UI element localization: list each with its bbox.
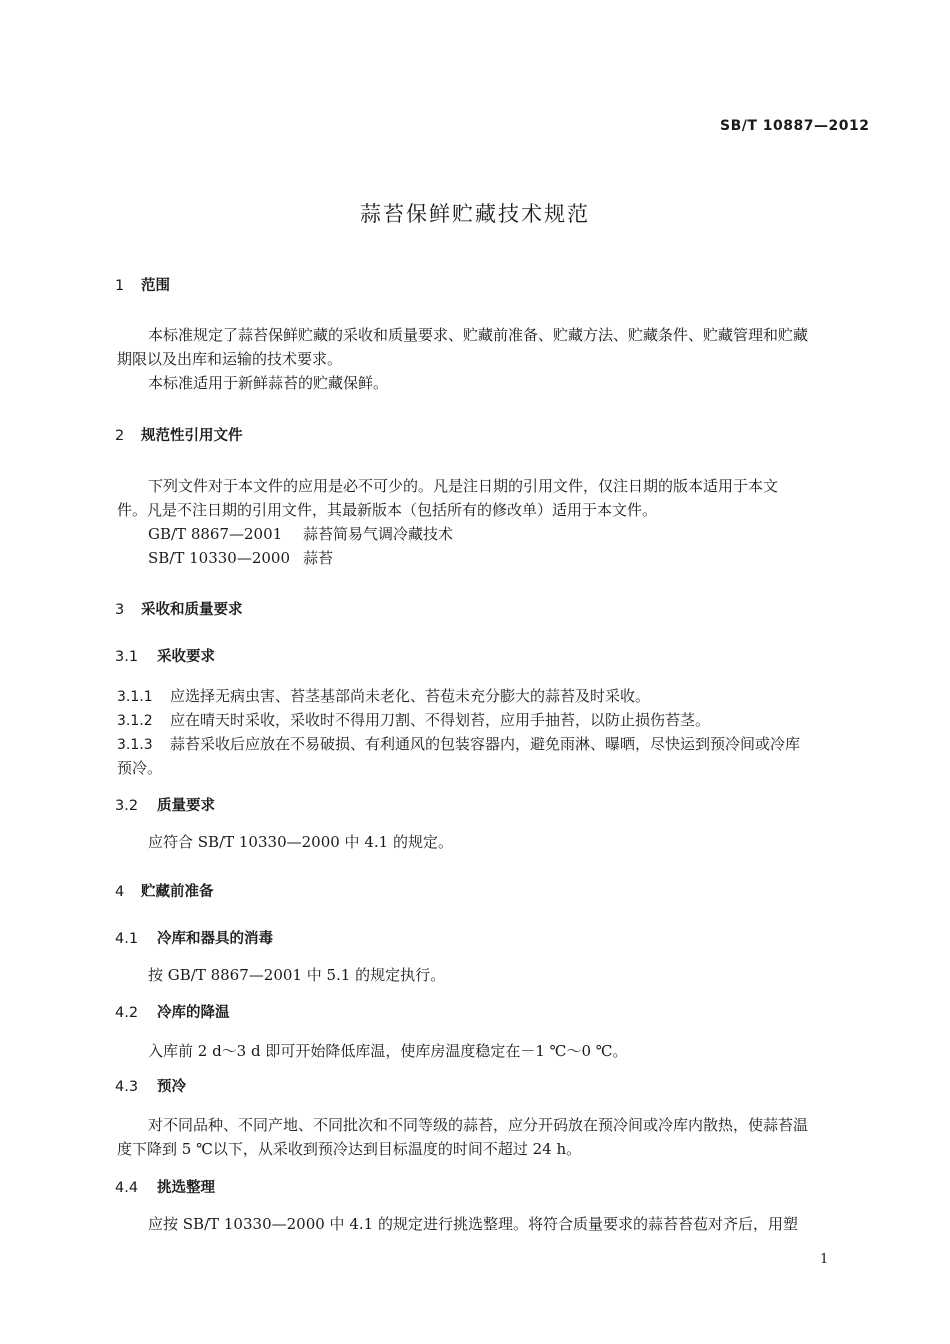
subsection-4-3-heading xyxy=(115,1075,186,1096)
subsection-title: 冷库的降温 xyxy=(157,1005,230,1021)
paragraph: 对不同品种、不同产地、不同批次和不同等级的蒜苔，应分开码放在预冷间或冷库内散热，使蒜苔温 xyxy=(148,1116,809,1134)
paragraph: 应按 SB/T 10330—2000 中 4.1 的规定进行挑选整理。将符合质量要求的蒜苔苔苞对齐后，用塑 xyxy=(148,1215,798,1233)
reference-code: SB/T 10330—2000 xyxy=(148,549,291,567)
clause-text: 应选择无病虫害、苔茎基部尚未老化、苔苞未充分膨大的蒜苔及时采收。 xyxy=(170,687,651,705)
subsection-number: 3.2 xyxy=(115,798,139,814)
section-title: 采收和质量要求 xyxy=(141,602,243,618)
reference-title: 蒜苔 xyxy=(303,549,334,567)
reference-code: GB/T 8867—2001 xyxy=(148,525,283,543)
reference-entry xyxy=(148,521,453,547)
clause-continuation: 预冷。 xyxy=(117,759,163,777)
subsection-title: 采收要求 xyxy=(157,649,215,665)
section-3-heading xyxy=(115,598,243,619)
section-title: 范围 xyxy=(141,278,170,294)
clause-3-1-3 xyxy=(117,731,857,758)
section-title: 贮藏前准备 xyxy=(141,884,214,900)
paragraph-continuation: 度下降到 5 ℃以下，从采收到预冷达到目标温度的时间不超过 24 h。 xyxy=(117,1140,582,1158)
section-number: 1 xyxy=(115,278,125,294)
subsection-3-2-heading xyxy=(115,794,215,815)
section-number: 2 xyxy=(115,428,125,444)
section-number: 4 xyxy=(115,884,125,900)
subsection-title: 预冷 xyxy=(157,1079,186,1095)
clause-3-1-1 xyxy=(117,683,857,710)
section-title: 规范性引用文件 xyxy=(141,428,243,444)
section-1-heading xyxy=(115,274,170,295)
subsection-3-1-heading xyxy=(115,645,215,666)
paragraph: 按 GB/T 8867—2001 中 5.1 的规定执行。 xyxy=(148,966,446,984)
subsection-title: 挑选整理 xyxy=(157,1180,215,1196)
subsection-4-4-heading xyxy=(115,1176,215,1197)
paragraph-continuation: 期限以及出库和运输的技术要求。 xyxy=(117,350,343,368)
subsection-number: 4.2 xyxy=(115,1005,139,1021)
paragraph: 入库前 2 d～3 d 即可开始降低库温，使库房温度稳定在－1 ℃～0 ℃。 xyxy=(148,1042,628,1060)
subsection-number: 4.3 xyxy=(115,1079,139,1095)
section-4-heading xyxy=(115,880,214,901)
clause-text: 蒜苔采收后应放在不易破损、有利通风的包装容器内，避免雨淋、曝晒，尽快运到预冷间或冷库 xyxy=(170,735,801,753)
clause-text: 应在晴天时采收，采收时不得用刀割、不得划苔，应用手抽苔，以防止损伤苔茎。 xyxy=(170,711,711,729)
paragraph: 本标准适用于新鲜蒜苔的贮藏保鲜。 xyxy=(148,374,389,392)
paragraph: 下列文件对于本文件的应用是必不可少的。凡是注日期的引用文件，仅注日期的版本适用于本文 xyxy=(148,477,779,495)
paragraph-continuation: 件。凡是不注日期的引用文件，其最新版本（包括所有的修改单）适用于本文件。 xyxy=(117,501,658,519)
clause-number: 3.1.1 xyxy=(117,689,153,705)
section-2-heading xyxy=(115,424,243,445)
subsection-title: 冷库和器具的消毒 xyxy=(157,931,273,947)
subsection-number: 4.1 xyxy=(115,931,139,947)
clause-number: 3.1.2 xyxy=(117,713,153,729)
document-title: 蒜苔保鲜贮藏技术规范 xyxy=(360,202,590,226)
reference-title: 蒜苔简易气调冷藏技术 xyxy=(303,525,454,543)
subsection-number: 3.1 xyxy=(115,649,139,665)
subsection-title: 质量要求 xyxy=(157,798,215,814)
subsection-number: 4.4 xyxy=(115,1180,139,1196)
reference-entry xyxy=(148,545,333,571)
page-number: 1 xyxy=(820,1252,829,1267)
clause-number: 3.1.3 xyxy=(117,737,153,753)
section-number: 3 xyxy=(115,602,125,618)
subsection-4-1-heading xyxy=(115,927,273,948)
standard-code: SB/T 10887—2012 xyxy=(720,118,870,134)
paragraph: 本标准规定了蒜苔保鲜贮藏的采收和质量要求、贮藏前准备、贮藏方法、贮藏条件、贮藏管理和贮藏 xyxy=(148,326,809,344)
clause-3-1-2 xyxy=(117,707,857,734)
paragraph: 应符合 SB/T 10330—2000 中 4.1 的规定。 xyxy=(148,833,453,851)
subsection-4-2-heading xyxy=(115,1001,230,1022)
